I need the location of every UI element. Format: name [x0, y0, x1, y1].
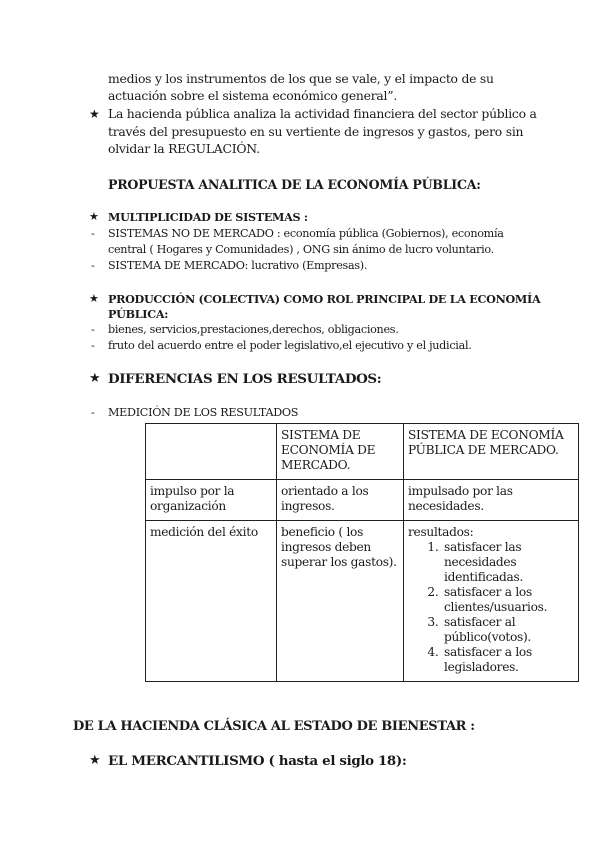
produccion-item-2: fruto del acuerdo entre el poder legislativo,el ejecutivo y el judicial. — [108, 339, 472, 352]
multiplicidad-heading: MULTIPLICIDAD DE SISTEMAS : — [108, 210, 308, 224]
hacienda-line-1: La hacienda pública analiza la actividad financiera del sector público a — [108, 106, 537, 121]
dash-bullet-icon: - — [91, 259, 95, 272]
list-item: 2. satisfacer a los clientes/usuarios. — [442, 585, 574, 615]
results-table — [145, 423, 579, 682]
list-item: 4. satisfacer a los legisladores. — [442, 645, 574, 675]
mercantilismo-heading: EL MERCANTILISMO ( hasta el siglo 18): — [108, 753, 407, 769]
table-row — [146, 480, 579, 521]
table-cell-medicion-publica — [404, 521, 579, 682]
produccion-heading-line-1: PRODUCCIÓN (COLECTIVA) COMO ROL PRINCIPAL DE LA ECONOMÍA — [108, 292, 541, 306]
section-heading: DE LA HACIENDA CLÁSICA AL ESTADO DE BIENESTAR : — [73, 719, 475, 734]
star-bullet-icon: ★ — [89, 371, 101, 386]
list-item: 3. satisfacer al público(votos). — [442, 615, 574, 645]
produccion-item-1: bienes, servicios,prestaciones,derechos, obligaciones. — [108, 323, 399, 336]
table-header-cell-publica: SISTEMA DE ECONOMÍA PÚBLICA DE MERCADO. — [404, 424, 579, 480]
intro-line-2: actuación sobre el sistema económico general”. — [108, 88, 398, 103]
table-header-cell-empty — [146, 424, 277, 480]
table-cell-impulso-mercado: orientado a los ingresos. — [277, 480, 404, 521]
propuesta-heading: PROPUESTA ANALITICA DE LA ECONOMÍA PÚBLICA: — [108, 177, 481, 192]
dash-bullet-icon: - — [91, 323, 95, 336]
star-bullet-icon: ★ — [89, 107, 100, 121]
diferencias-heading: DIFERENCIAS EN LOS RESULTADOS: — [108, 371, 382, 387]
hacienda-line-3: olvidar la REGULACIÓN. — [108, 141, 260, 156]
resultados-list — [408, 540, 574, 675]
intro-line-1: medios y los instrumentos de los que se vale, y el impacto de su — [108, 71, 494, 86]
resultados-intro: resultados: — [408, 525, 474, 539]
table-cell-medicion-label: medición del éxito — [146, 521, 277, 682]
star-bullet-icon: ★ — [89, 753, 101, 768]
multiplicidad-item-2: SISTEMA DE MERCADO: lucrativo (Empresas). — [108, 259, 368, 272]
list-item: 1. satisfacer las necesidades identificadas. — [442, 540, 574, 585]
produccion-heading-line-2: PÚBLICA: — [108, 307, 169, 321]
table-cell-medicion-mercado: beneficio ( los ingresos deben superar los gastos). — [277, 521, 404, 682]
dash-bullet-icon: - — [91, 339, 95, 352]
star-bullet-icon: ★ — [89, 292, 99, 305]
table-cell-impulso-publica: impulsado por las necesidades. — [404, 480, 579, 521]
dash-bullet-icon: - — [91, 227, 95, 240]
table-header-row — [146, 424, 579, 480]
medicion-label: MEDICIÓN DE LOS RESULTADOS — [108, 406, 299, 419]
dash-bullet-icon: - — [91, 406, 95, 419]
multiplicidad-item-1-line-1: SISTEMAS NO DE MERCADO : economía pública (Gobiernos), economía — [108, 227, 504, 240]
table-row — [146, 521, 579, 682]
hacienda-line-2: través del presupuesto en su vertiente de ingresos y gastos, pero sin — [108, 124, 524, 139]
table-cell-impulso-label: impulso por la organización — [146, 480, 277, 521]
table-header-cell-mercado: SISTEMA DE ECONOMÍA DE MERCADO. — [277, 424, 404, 480]
multiplicidad-item-1-line-2: central ( Hogares y Comunidades) , ONG sin ánimo de lucro voluntario. — [108, 243, 494, 256]
star-bullet-icon: ★ — [89, 210, 99, 223]
